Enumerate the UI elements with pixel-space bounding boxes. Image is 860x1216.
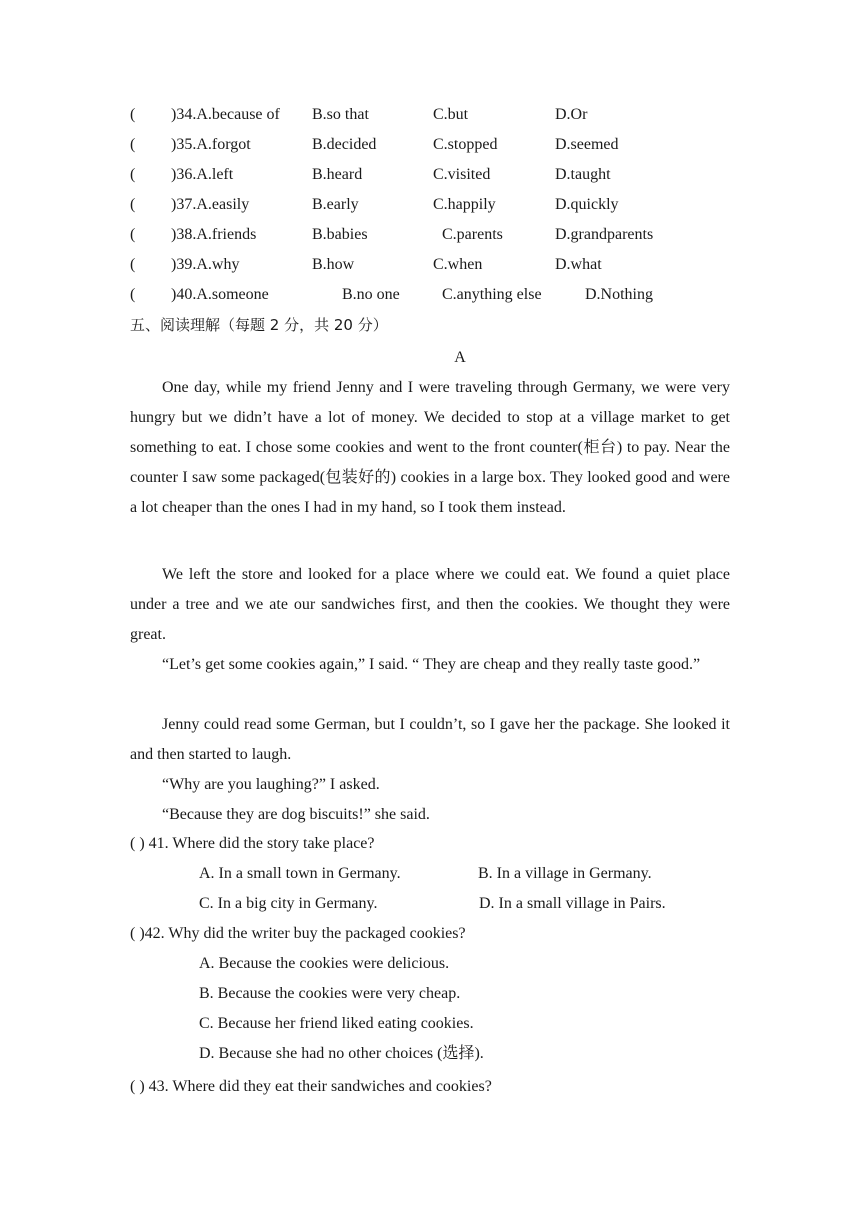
option-c: C.parents: [442, 226, 503, 243]
question-stem: ( ) 43. Where did they eat their sandwiches and cookies?: [130, 1078, 492, 1095]
option-d: D.grandparents: [555, 226, 654, 243]
passage-paragraph: “Let’s get some cookies again,” I said. “ They are cheap and they really taste good.”: [162, 656, 701, 673]
answer-bracket: (: [130, 166, 136, 183]
question-option: B. Because the cookies were very cheap.: [199, 985, 461, 1002]
option-d: D.quickly: [555, 196, 619, 213]
option-b: B.no one: [342, 286, 400, 303]
option-a: )38.A.friends: [171, 226, 257, 243]
option-d: D.Nothing: [585, 286, 653, 303]
option-a: )36.A.left: [171, 166, 234, 183]
option-d: D.what: [555, 256, 602, 273]
option-d: D.seemed: [555, 136, 619, 153]
question-stem: ( )42. Why did the writer buy the packaged cookies?: [130, 925, 466, 942]
option-a: )40.A.someone: [171, 286, 269, 303]
passage-title: A: [454, 349, 466, 366]
answer-bracket: (: [130, 256, 136, 273]
option-c: C.anything else: [442, 286, 542, 303]
passage-paragraph: We left the store and looked for a place where we could eat. We found a quiet place under a tree and we ate our sandwiches first, and then the cookies. We thought they were great.: [130, 566, 730, 643]
option-b: B.decided: [312, 136, 377, 153]
answer-bracket: (: [130, 106, 136, 123]
option-a: )35.A.forgot: [171, 136, 251, 153]
passage-paragraph: One day, while my friend Jenny and I were traveling through Germany, we were very hungry but we didn’t have a lot of money. We decided to stop at a village market to get something to eat. I chose some cookies and went to the front counter(柜台) to pay. Near the counter I saw some packaged(包装好的) cookies in a large box. They looked good and were a lot cheaper than the ones I had in my hand, so I took them instead.: [130, 379, 730, 516]
question-option: C. Because her friend liked eating cookies.: [199, 1015, 474, 1032]
option-c: C.happily: [433, 196, 496, 213]
passage-paragraph: “Why are you laughing?” I asked.: [162, 776, 380, 793]
option-a: )37.A.easily: [171, 196, 250, 213]
option-d: D.taught: [555, 166, 611, 183]
option-c: C.visited: [433, 166, 491, 183]
question-option: A. In a small town in Germany.: [199, 865, 401, 882]
option-c: C.when: [433, 256, 483, 273]
option-c: C.but: [433, 106, 469, 123]
question-stem: ( ) 41. Where did the story take place?: [130, 835, 375, 852]
question-option: D. In a small village in Pairs.: [479, 895, 666, 912]
answer-bracket: (: [130, 136, 136, 153]
answer-bracket: (: [130, 196, 136, 213]
option-a: )34.A.because of: [171, 106, 280, 123]
option-b: B.early: [312, 196, 359, 213]
answer-bracket: (: [130, 226, 136, 243]
question-option: B. In a village in Germany.: [478, 865, 652, 882]
option-d: D.Or: [555, 106, 588, 123]
section-heading: 五、阅读理解（每题 2 分，共 20 分）: [130, 316, 388, 334]
passage-paragraph: “Because they are dog biscuits!” she said.: [162, 806, 430, 823]
option-b: B.how: [312, 256, 355, 273]
option-a: )39.A.why: [171, 256, 240, 273]
question-option: D. Because she had no other choices (选择).: [199, 1045, 484, 1062]
question-option: C. In a big city in Germany.: [199, 895, 378, 912]
passage-paragraph: Jenny could read some German, but I couldn’t, so I gave her the package. She looked it and then started to laugh.: [130, 716, 730, 763]
answer-bracket: (: [130, 286, 136, 303]
option-b: B.babies: [312, 226, 368, 243]
option-c: C.stopped: [433, 136, 498, 153]
option-b: B.heard: [312, 166, 363, 183]
option-b: B.so that: [312, 106, 369, 123]
question-option: A. Because the cookies were delicious.: [199, 955, 450, 972]
